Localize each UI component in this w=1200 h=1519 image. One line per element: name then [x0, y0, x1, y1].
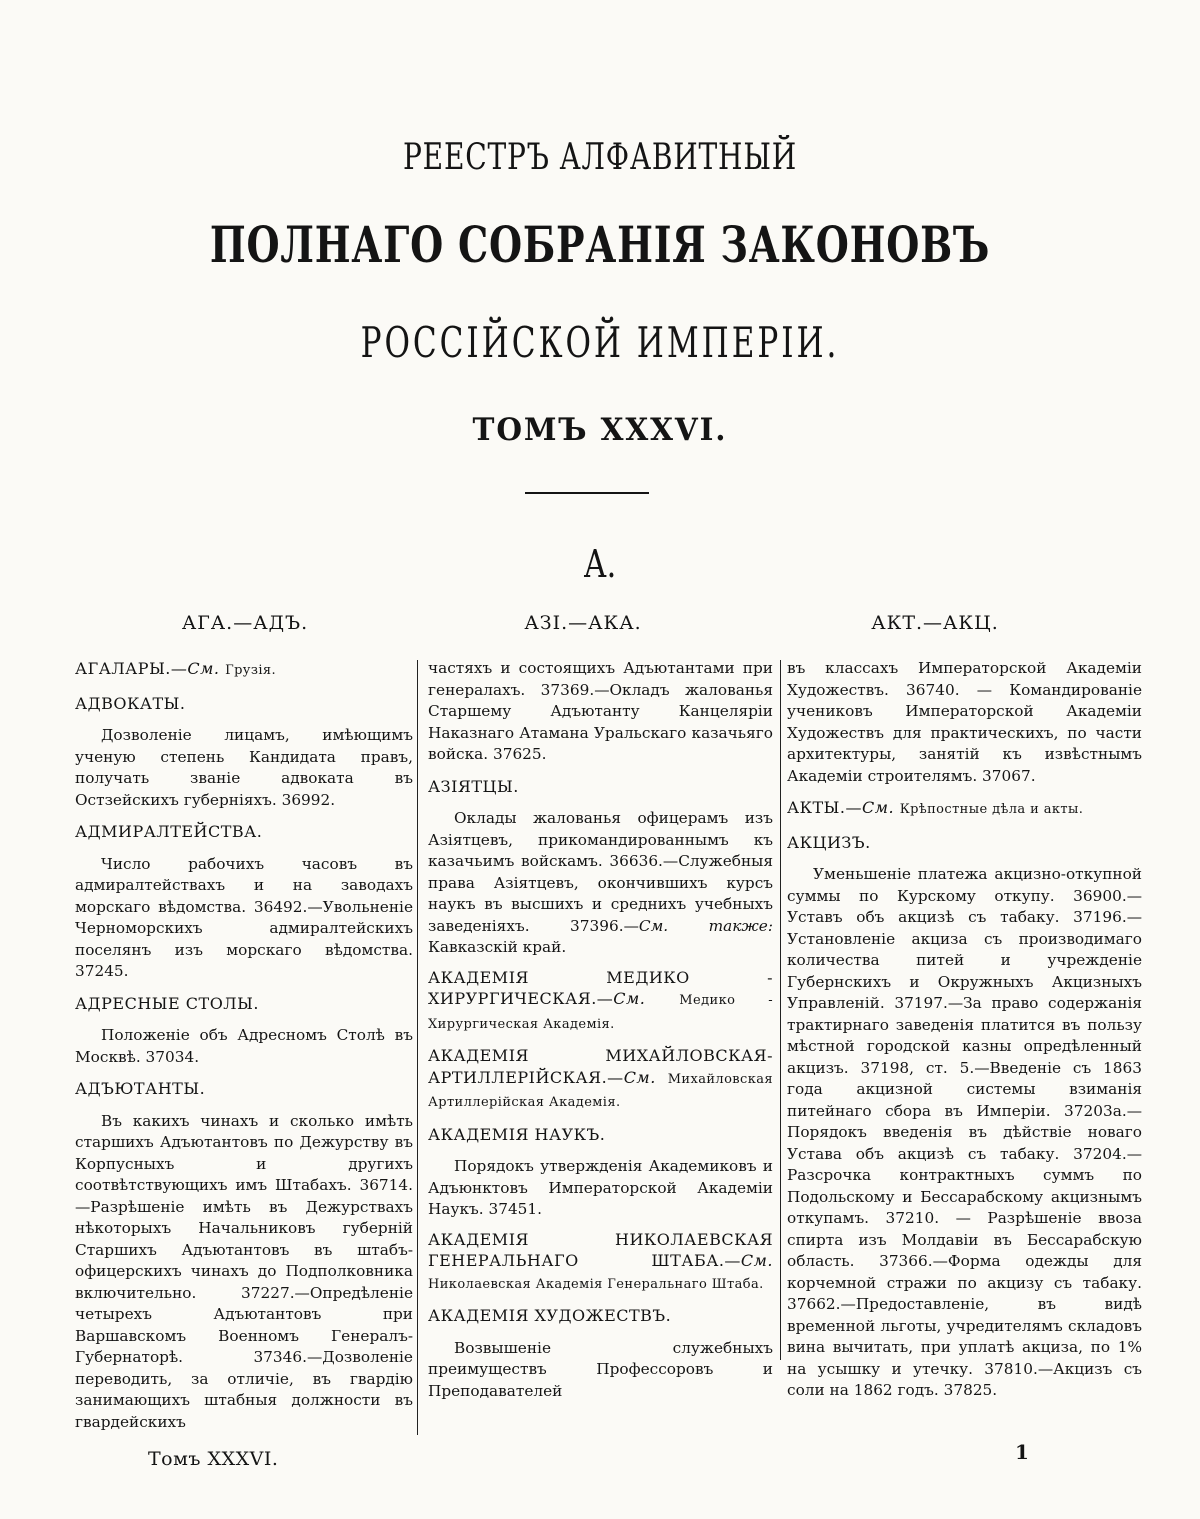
entry-title: АКАДЕМІЯ МЕДИКО - ХИРУРГИЧЕСКАЯ.—	[428, 967, 773, 1008]
entry-title: АГАЛАРЫ.—	[75, 659, 188, 678]
entry-title: АКАДЕМІЯ НИКОЛАЕВСКАЯ ГЕНЕРАЛЬНАГО ШТАБА.—	[428, 1229, 773, 1270]
cross-reference: Грузія.	[225, 663, 277, 678]
cross-reference: Крѣпостные дѣла и акты.	[899, 802, 1084, 817]
page-number: 1	[1015, 1440, 1029, 1464]
collection-title: ПОЛНАГО СОБРАНІЯ ЗАКОНОВЪ	[209, 215, 991, 274]
title-divider	[525, 492, 649, 494]
entry-title: АДМИРАЛТЕЙСТВА.	[75, 822, 263, 841]
cross-reference: Михайловская Артиллерійская Академія.	[428, 1071, 773, 1110]
right-column-heading: АКТ.—АКЦ.	[871, 612, 999, 634]
empire-title: РОССІЙСКОЙ ИМПЕРІИ.	[360, 318, 840, 367]
entry-title: АДВОКАТЫ.	[75, 693, 186, 713]
see-reference: См.	[613, 989, 646, 1008]
entry-title: АЗІЯТЦЫ.	[428, 776, 519, 796]
see-reference: См.	[740, 1251, 773, 1270]
entry-text: Уменьшеніе платежа акцизно-откупной суммы по Курскому откупу. 36900.—Уставъ объ акцизѣ съ табаку. 37196.—Установленіе акциза съ производимаго количества питей и учрежденіе Губернскихъ и Окружныхъ Акцизныхъ Управленій. 37197.—За право содержанія трактирнаго заведенія платится въ пользу мѣстной городской казны опредѣленный акцизъ. 37198, ст. 5.—Введеніе съ 1863 года акцизной системы взиманія питейнаго сбора въ Имперіи. 37203а.—Порядокъ введенія въ дѣйствіе новаго Устава объ акцизѣ съ табаку. 37204.—Разсрочка контрактныхъ суммъ по Подольскому и Бессарабскому акцизнымъ откупамъ. 37210. — Разрѣшеніе ввоза спирта изъ Молдавіи въ Бессарабскую область. 37366.—Форма одежды для корчемной стражи по акцизу съ табаку. 37662.—Предоставленіе, въ видѣ временной льготы, учредителямъ складовъ вина вычитать, при уплатѣ акциза, по 1% на усышку и утечку. 37810.—Акцизъ съ соли на 1862 годъ. 37825.	[787, 865, 1142, 1399]
entry-agalary	[75, 658, 413, 682]
entry-text: Порядокъ утвержденія Академиковъ и Адъюнктовъ Императорской Академіи Наукъ. 37451.	[428, 1157, 773, 1218]
see-reference: См.	[862, 798, 895, 817]
right-column	[787, 658, 1142, 1402]
continued-text: частяхъ и состоящихъ Адъютантами при генералахъ. 37369.—Окладъ жалованья Старшему Адъютанту Канцеляріи Наказнаго Атамана Уральскаго казачьяго войска. 37625.	[428, 659, 773, 763]
entry-text: Положеніе объ Адресномъ Столѣ въ Москвѣ. 37034.	[75, 1026, 413, 1066]
column-divider-right	[780, 660, 781, 1360]
entry-title: АДРЕСНЫЕ СТОЛЫ.	[75, 993, 259, 1013]
register-title: РЕЕСТРЪ АЛФАВИТНЫЙ	[403, 137, 797, 178]
continued-text: въ классахъ Императорской Академіи Художествъ. 36740. — Командированіе учениковъ Императорской Академіи Художествъ для практическихъ, по части архитектуры, занятій къ извѣстнымъ Академіи строителямъ. 37067.	[787, 659, 1142, 785]
column-divider-left	[417, 660, 418, 1435]
entry-akty	[787, 797, 1142, 821]
entry-title: АКАДЕМІЯ ХУДОЖЕСТВЪ.	[428, 1306, 672, 1325]
see-reference: См.	[623, 1067, 656, 1087]
see-reference: См. также:	[638, 916, 773, 935]
middle-column-heading: АЗІ.—АКА.	[524, 612, 642, 634]
see-reference: См.	[187, 659, 220, 678]
entry-title: АКАДЕМІЯ НАУКЪ.	[428, 1124, 606, 1144]
entry-text: Число рабочихъ часовъ въ адмиралтействахъ и на заводахъ морскаго вѣдомства. 36492.—Увольненіе Черноморскихъ адмиралтейскихъ поселянъ изъ морскаго вѣдомства. 37245.	[75, 854, 413, 980]
entry-title: АДЪЮТАНТЫ.	[75, 1079, 206, 1098]
entry-title: АКЦИЗЪ.	[787, 832, 871, 852]
entry-text: Въ какихъ чинахъ и сколько имѣть старшихъ Адъютантовъ по Дежурству въ Корпусныхъ и другихъ соотвѣтствующихъ имъ Штабахъ. 36714.—Разрѣшеніе имѣть въ Дежурствахъ нѣкоторыхъ Начальниковъ губерній Старшихъ Адъютантовъ въ штабъ-офицерскихъ чинахъ до Подполковника включительно. 37227.—Опредѣленіе четырехъ Адъютантовъ при Варшавскомъ Военномъ Генералъ-Губернаторѣ. 37346.—Дозволеніе переводить, за отличіе, въ гвардію занимающихъ штабныя должности въ гвардейскихъ	[75, 1111, 413, 1431]
left-column	[75, 658, 413, 1433]
volume-title: ТОМЪ XXXVI.	[472, 412, 728, 448]
middle-column	[428, 658, 773, 1402]
cross-reference: Кавказскій край.	[428, 938, 567, 956]
entry-text-aziatcy	[428, 808, 773, 959]
left-column-heading: АГА.—АДЪ.	[181, 612, 309, 634]
entry-akademia-mikh	[428, 1045, 773, 1114]
entry-title: АКТЫ.—	[787, 798, 862, 817]
cross-reference: Николаевская Академія Генеральнаго Штаба.	[428, 1276, 764, 1292]
entry-text: Оклады жалованья офицерамъ изъ Азіятцевъ, прикомандированнымъ къ казачьимъ войскамъ. 36636.—Служебныя права Азіятцевъ, окончившихъ курсъ наукъ въ высшихъ и среднихъ учебныхъ заведеніяхъ. 37396.—	[428, 809, 773, 935]
cross-reference: Медико - Хирургическая Академія.	[428, 993, 773, 1032]
entry-text: Дозволеніе лицамъ, имѣющимъ ученую степень Кандидата правъ, получать званіе адвоката въ Остзейскихъ губерніяхъ. 36992.	[75, 726, 413, 809]
entry-akademia-med	[428, 967, 773, 1036]
footer-volume-label: Томъ XXXVI.	[148, 1448, 279, 1470]
entry-title: АКАДЕМІЯ МИХАЙЛОВСКАЯ-АРТИЛЛЕРІЙСКАЯ.—	[428, 1046, 773, 1087]
entry-text: Возвышеніе служебныхъ преимуществъ Профессоровъ и Преподавателей	[428, 1338, 773, 1400]
section-letter: А.	[583, 542, 617, 586]
entry-akademia-nik	[428, 1229, 773, 1296]
